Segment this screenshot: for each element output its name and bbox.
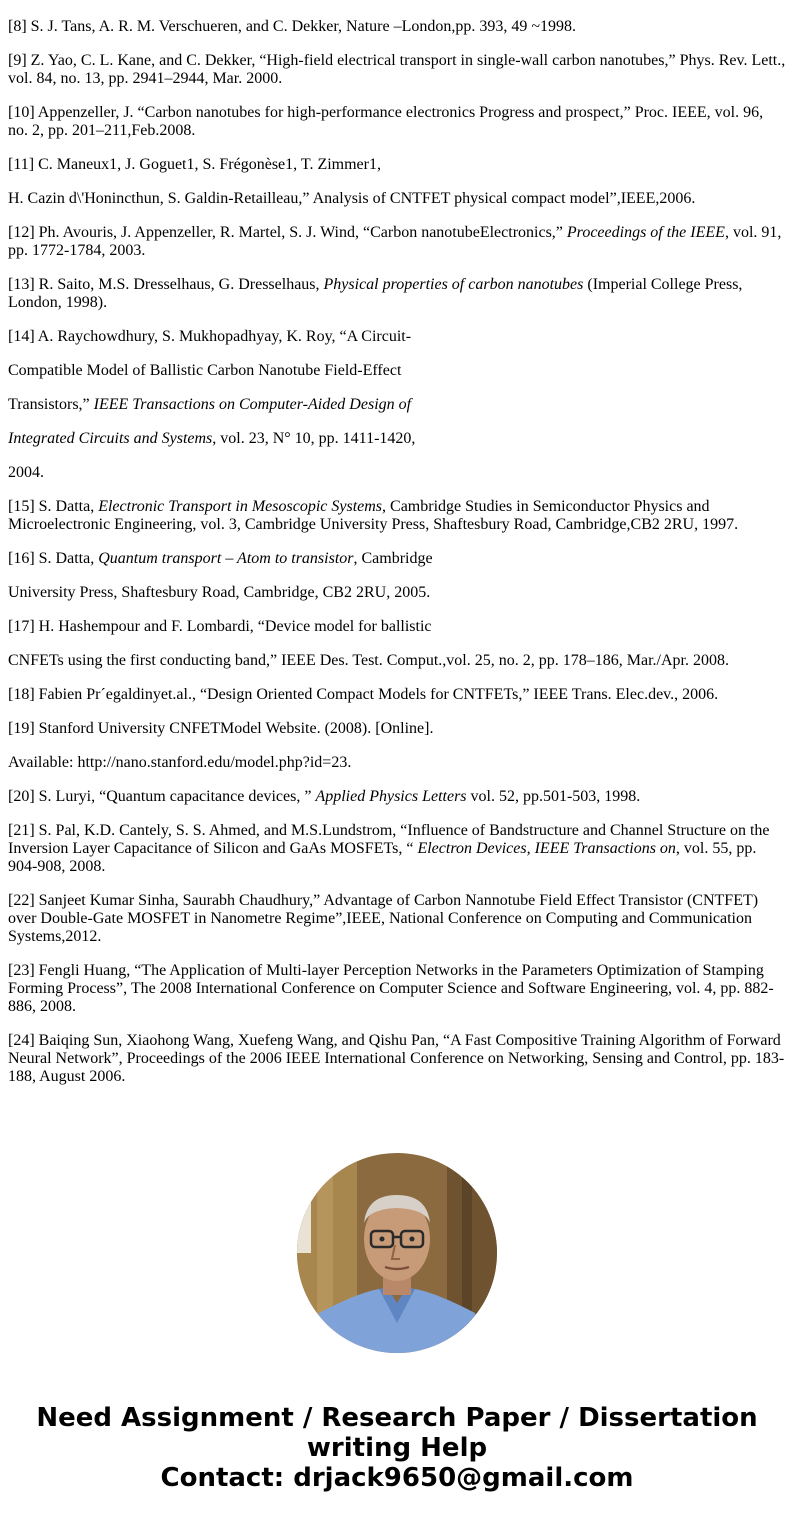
reference-11-line2: H. Cazin d\'Honincthun, S. Galdin-Retailleau,” Analysis of CNTFET physical compact model”,IEEE,2006. (8, 190, 696, 207)
promo-line-2: writing Help (306, 1433, 488, 1463)
reference-11-line1: [11] C. Maneux1, J. Goguet1, S. Frégonèse1, T. Zimmer1, (8, 156, 381, 173)
reference-16-post: , Cambridge (353, 550, 433, 567)
reference-7-tail (8, 0, 786, 2)
reference-14-line3 (8, 396, 786, 414)
reference-14-journal-cont: Integrated Circuits and Systems (8, 430, 213, 447)
avatar (297, 1153, 497, 1353)
reference-12-post: , vol. 91, pp. 1772-1784, 2003. (8, 224, 782, 259)
reference-14-line4 (8, 430, 786, 448)
person-portrait-icon (297, 1153, 497, 1353)
reference-18: [18] Fabien Pr´egaldinyet.al., “Design Oriented Compact Models for CNTFETs,” IEEE Trans. Elec.dev., 2006. (8, 686, 719, 703)
reference-13-title: Physical properties of carbon nanotubes (323, 276, 584, 293)
reference-16-pre: [16] S. Datta, (8, 550, 99, 567)
promo-contact: Contact: drjack9650@gmail.com (160, 1463, 634, 1493)
promo-line-1: Need Assignment / Research Paper / Dissertation (36, 1403, 758, 1433)
reference-14-line1: [14] A. Raychowdhury, S. Mukhopadhyay, K. Roy, “A Circuit- (8, 328, 412, 345)
reference-15 (8, 498, 786, 534)
reference-14-line5: 2004. (8, 464, 44, 481)
reference-16-title: Quantum transport – Atom to transistor (98, 550, 354, 567)
reference-12-journal: Proceedings of the IEEE (566, 224, 725, 241)
reference-23: [23] Fengli Huang, “The Application of Multi-layer Perception Networks in the Parameters Optimization of Stamping Forming Process”, The 2008 International Conference on Computer Science and Software Engineering, vol. 4, pp. 882-886, 2008. (8, 962, 774, 1015)
reference-14-line2: Compatible Model of Ballistic Carbon Nanotube Field-Effect (8, 362, 402, 379)
reference-13-pre: [13] R. Saito, M.S. Dresselhaus, G. Dresselhaus, (8, 276, 324, 293)
reference-13 (8, 276, 786, 312)
reference-10: [10] Appenzeller, J. “Carbon nanotubes for high-performance electronics Progress and prospect,” Proc. IEEE, vol. 96, no. 2, pp. 201–211,Feb.2008. (8, 104, 764, 139)
reference-21 (8, 822, 786, 876)
reference-17-line2: CNFETs using the first conducting band,” IEEE Des. Test. Comput.,vol. 25, no. 2, pp. 178–186, Mar./Apr. 2008. (8, 652, 729, 669)
reference-15-title: Electronic Transport in Mesoscopic Systems (98, 498, 383, 515)
promo-banner (0, 1403, 794, 1493)
reference-15-post: , Cambridge Studies in Semiconductor Physics and Microelectronic Engineering, vol. 3, Cambridge University Press, Shaftesbury Road, Cambridge,CB2 2RU, 1997. (8, 498, 739, 533)
reference-20-post: vol. 52, pp.501-503, 1998. (466, 788, 641, 805)
reference-17-line1: [17] H. Hashempour and F. Lombardi, “Device model for ballistic (8, 618, 432, 635)
reference-24: [24] Baiqing Sun, Xiaohong Wang, Xuefeng Wang, and Qishu Pan, “A Fast Compositive Training Algorithm of Forward Neural Network”, Proceedings of the 2006 IEEE International Conference on Networking, Sensing and Control, pp. 183-188, August 2006. (8, 1032, 785, 1085)
reference-20 (8, 788, 786, 806)
reference-15-pre: [15] S. Datta, (8, 498, 99, 515)
reference-20-journal: Applied Physics Letters (315, 788, 467, 805)
reference-22: [22] Sanjeet Kumar Sinha, Saurabh Chaudhury,” Advantage of Carbon Nannotube Field Effect Transistor (CNTFET) over Double-Gate MOSFET in Nanometre Regime”,IEEE, National Conference on Computing and Communication Systems,2012. (8, 892, 759, 945)
reference-14-line4-post: , vol. 23, N° 10, pp. 1411-1420, (212, 430, 416, 447)
reference-14-journal: IEEE Transactions on Computer-Aided Design of (93, 396, 412, 413)
reference-12-pre: [12] Ph. Avouris, J. Appenzeller, R. Martel, S. J. Wind, “Carbon nanotubeElectronics,” (8, 224, 567, 241)
reference-9: [9] Z. Yao, C. L. Kane, and C. Dekker, “High-field electrical transport in single-wall carbon nanotubes,” Phys. Rev. Lett., vol. 84, no. 13, pp. 2941–2944, Mar. 2000. (8, 52, 786, 87)
reference-21-journal: Electron Devices, IEEE Transactions on (417, 840, 676, 857)
reference-19-line1: [19] Stanford University CNFETModel Website. (2008). [Online]. (8, 720, 434, 737)
reference-20-pre: [20] S. Luryi, “Quantum capacitance devices, ” (8, 788, 316, 805)
reference-19-line2: Available: http://nano.stanford.edu/model.php?id=23. (8, 754, 352, 771)
reference-14-line3-pre: Transistors,” (8, 396, 94, 413)
reference-13-post: (Imperial College Press, London, 1998). (8, 276, 743, 311)
reference-16-line2: University Press, Shaftesbury Road, Cambridge, CB2 2RU, 2005. (8, 584, 431, 601)
reference-8: [8] S. J. Tans, A. R. M. Verschueren, and C. Dekker, Nature –London,pp. 393, 49 ~1998. (8, 18, 577, 35)
reference-21-post: , vol. 55, pp. 904-908, 2008. (8, 840, 757, 875)
reference-21-pre: [21] S. Pal, K.D. Cantely, S. S. Ahmed, and M.S.Lundstrom, “Influence of Bandstructure and Channel Structure on the Inversion Layer Capacitance of Silicon and GaAs MOSFETs, “ (8, 822, 770, 857)
reference-list (8, 0, 786, 1102)
reference-16 (8, 550, 786, 568)
reference-12 (8, 224, 786, 260)
